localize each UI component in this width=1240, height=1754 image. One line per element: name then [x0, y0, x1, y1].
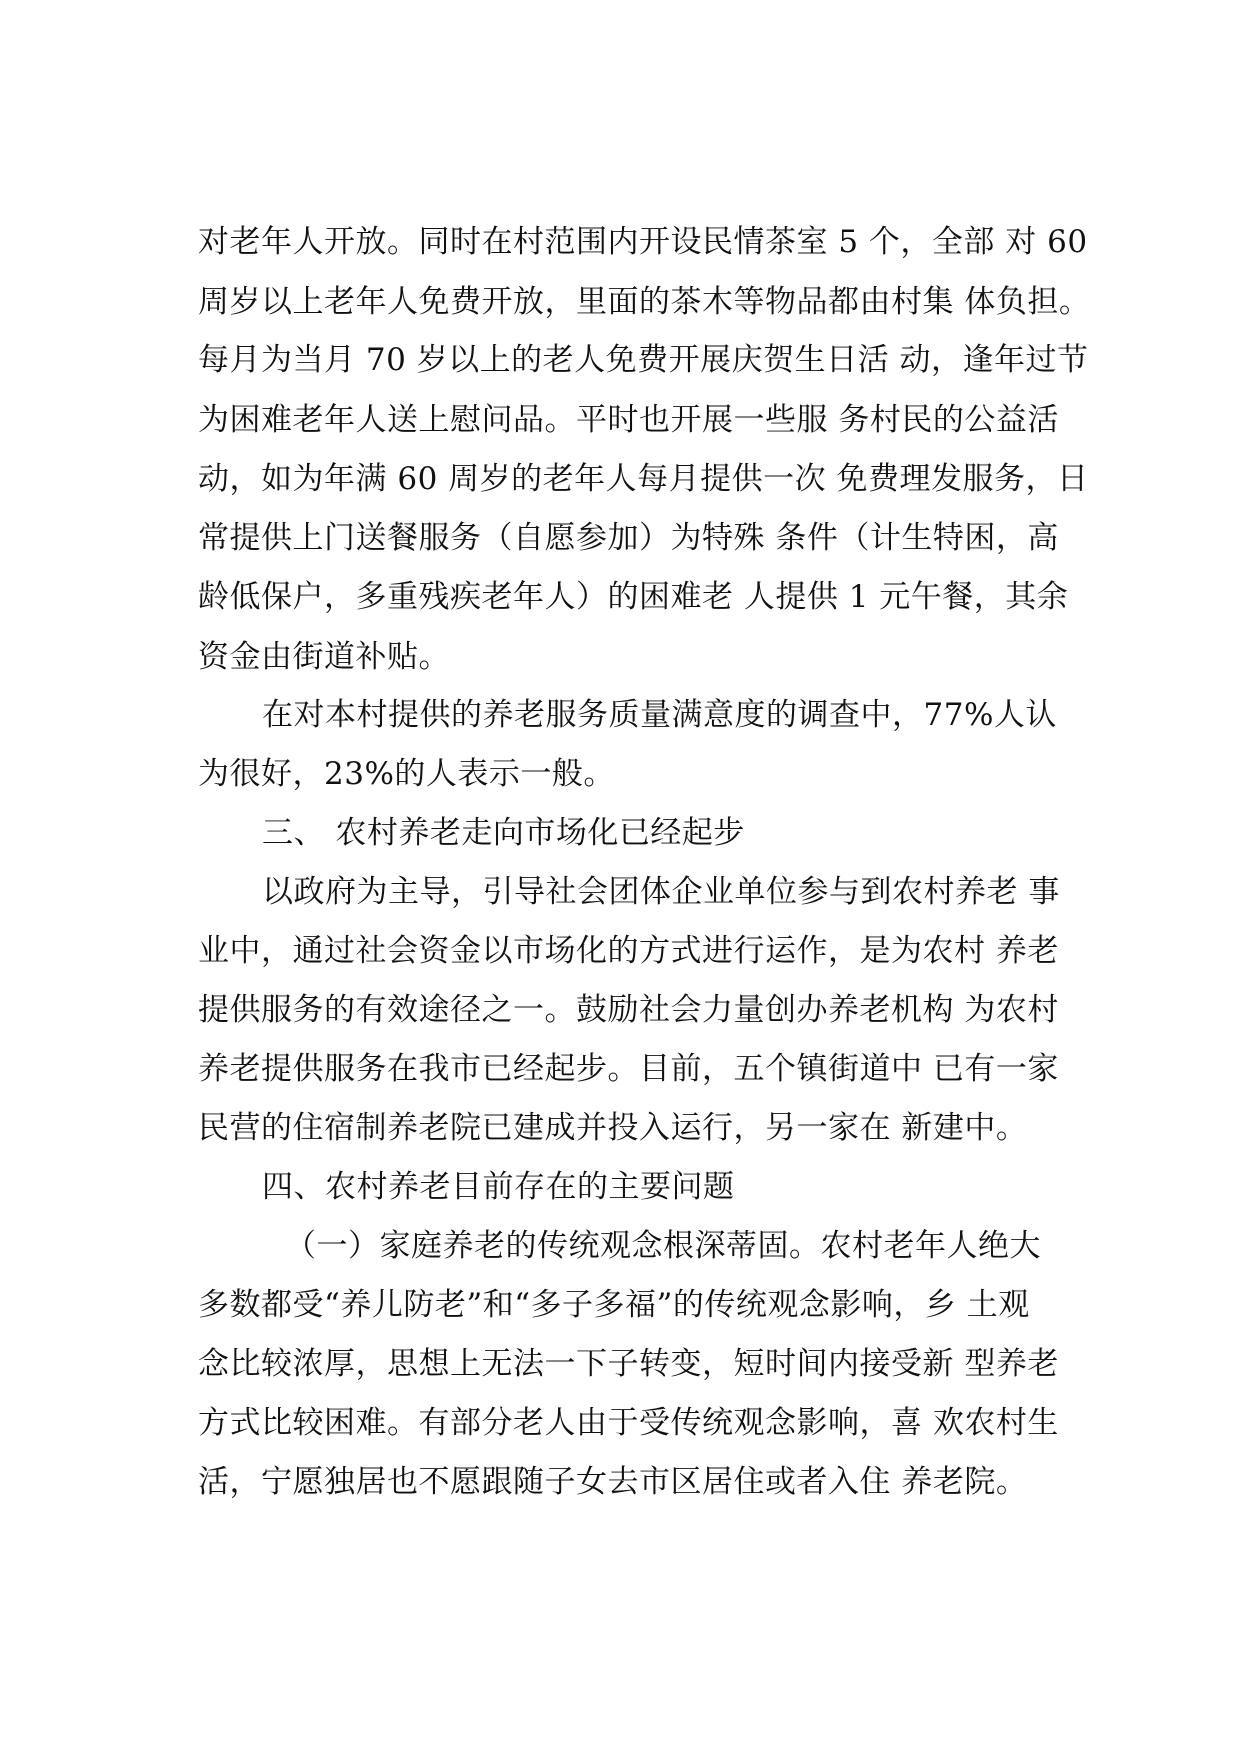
- text-line: 龄低保户，多重残疾老年人）的困难老 人提供 1 元午餐，其余: [198, 579, 1069, 615]
- text-line: 常提供上门送餐服务（自愿参加）为特殊 条件（计生特困，高: [198, 520, 1059, 556]
- text-line: 周岁以上老年人免费开放，里面的茶木等物品都由村集 体负担。: [198, 284, 1091, 320]
- text-line: 为很好，23%的人表示一般。: [198, 756, 615, 792]
- text-line: 养老提供服务在我市已经起步。目前，五个镇街道中 已有一家: [198, 1051, 1059, 1087]
- text-line: 提供服务的有效途径之一。鼓励社会力量创办养老机构 为农村: [198, 992, 1059, 1028]
- text-line: 民营的住宿制养老院已建成并投入运行，另一家在 新建中。: [198, 1110, 1028, 1146]
- text-line: 念比较浓厚，思想上无法一下子转变，短时间内接受新 型养老: [198, 1346, 1059, 1382]
- section-heading-3: 三、 农村养老走向市场化已经起步: [262, 815, 745, 851]
- text-line: 多数都受“养儿防老”和“多子多福”的传统观念影响，乡 土观: [198, 1287, 1030, 1323]
- subsection-line: （一）家庭养老的传统观念根深蒂固。农村老年人绝大: [285, 1228, 1041, 1264]
- text-line: 动，如为年满 60 周岁的老年人每月提供一次 免费理发服务，日: [198, 461, 1089, 497]
- text-line: 业中，通过社会资金以市场化的方式进行运作，是为农村 养老: [198, 933, 1059, 969]
- paragraph-line: 在对本村提供的养老服务质量满意度的调查中，77%人认: [262, 697, 1057, 733]
- text-line: 方式比较困难。有部分老人由于受传统观念影响，喜 欢农村生: [198, 1405, 1059, 1441]
- section-heading-4: 四、农村养老目前存在的主要问题: [262, 1169, 735, 1205]
- text-line: 活，宁愿独居也不愿跟随子女去市区居住或者入住 养老院。: [198, 1464, 1028, 1500]
- text-line: 资金由街道补贴。: [198, 639, 450, 675]
- text-line: 为困难老年人送上慰问品。平时也开展一些服 务村民的公益活: [198, 402, 1059, 438]
- text-line: 每月为当月 70 岁以上的老人免费开展庆贺生日活 动，逢年过节: [198, 342, 1089, 378]
- paragraph-line: 以政府为主导，引导社会团体企业单位参与到农村养老 事: [262, 874, 1060, 910]
- text-line: 对老年人开放。同时在村范围内开设民情茶室 5 个，全部 对 60: [198, 224, 1088, 260]
